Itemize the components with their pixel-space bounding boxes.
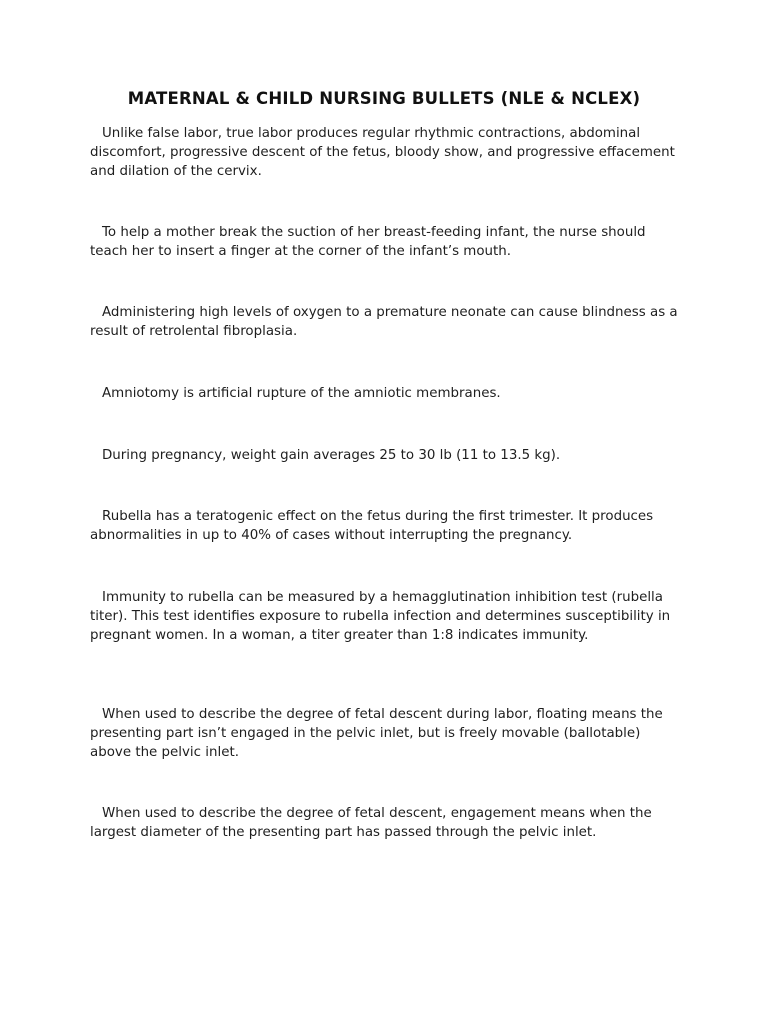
document-title: MATERNAL & CHILD NURSING BULLETS (NLE & NCLEX) [127, 89, 641, 108]
bullet-paragraph: Rubella has a teratogenic effect on the fetus during the first trimester. It produces abnormalities in up to 40% of cases without interrupting the pregnancy. [90, 509, 654, 543]
bullet-paragraph: When used to describe the degree of fetal descent during labor, floating means the presenting part isn’t engaged in the pelvic inlet, but is freely movable (ballotable) above the pelvic inlet. [90, 707, 663, 760]
bullet-paragraph: To help a mother break the suction of her breast-feeding infant, the nurse should teach her to insert a finger at the corner of the infant’s mouth. [90, 225, 646, 259]
bullet-paragraph: Unlike false labor, true labor produces regular rhythmic contractions, abdominal discomfort, progressive descent of the fetus, bloody show, and progressive effacement and dilation of the cervix. [90, 126, 675, 179]
bullet-paragraph: Amniotomy is artificial rupture of the amniotic membranes. [102, 386, 501, 401]
bullet-paragraph: Administering high levels of oxygen to a premature neonate can cause blindness as a result of retrolental fibroplasia. [90, 305, 678, 339]
bullet-paragraph: Immunity to rubella can be measured by a hemagglutination inhibition test (rubella titer). This test identifies exposure to rubella infection and determines susceptibility in pregnant women. In a woman, a titer greater than 1:8 indicates immunity. [90, 590, 671, 643]
bullet-paragraph: When used to describe the degree of fetal descent, engagement means when the largest diameter of the presenting part has passed through the pelvic inlet. [90, 806, 652, 840]
bullet-paragraph: During pregnancy, weight gain averages 25 to 30 lb (11 to 13.5 kg). [102, 448, 561, 463]
